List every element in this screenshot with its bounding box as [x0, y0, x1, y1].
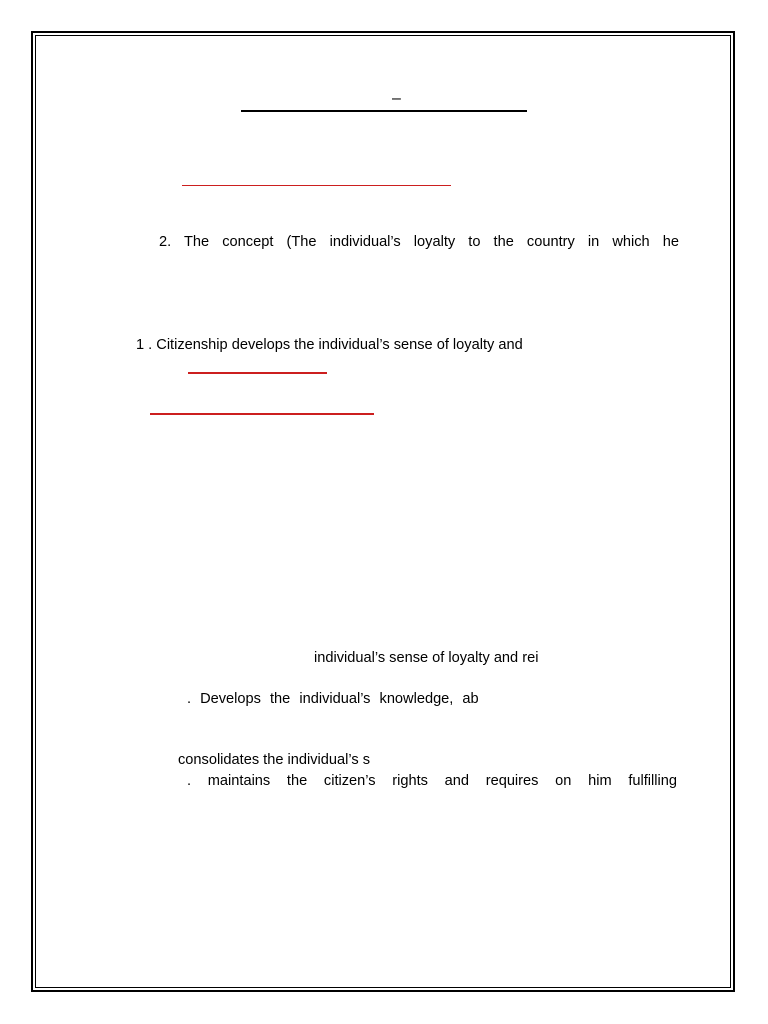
concept-text-line: 2. The concept (The individual’s loyalty to the country in which he [159, 234, 679, 250]
subheading-underline-red-long [150, 413, 374, 415]
title-underline [241, 110, 527, 112]
title-dash: – [392, 90, 401, 107]
citizenship-text-line: 1 . Citizenship develops the individual’s sense of loyalty and [136, 337, 523, 353]
consolidates-text-line: consolidates the individual’s s [178, 752, 370, 768]
sense-text-line: individual’s sense of loyalty and rei [314, 650, 539, 666]
maintains-text-line: . maintains the citizen’s rights and requires on him fulfilling [187, 773, 677, 789]
heading-underline-red [182, 185, 451, 186]
knowledge-text-line: . Develops the individual’s knowledge, ab [187, 691, 479, 707]
page-border-inner [35, 35, 731, 988]
subheading-underline-red-short [188, 372, 327, 374]
